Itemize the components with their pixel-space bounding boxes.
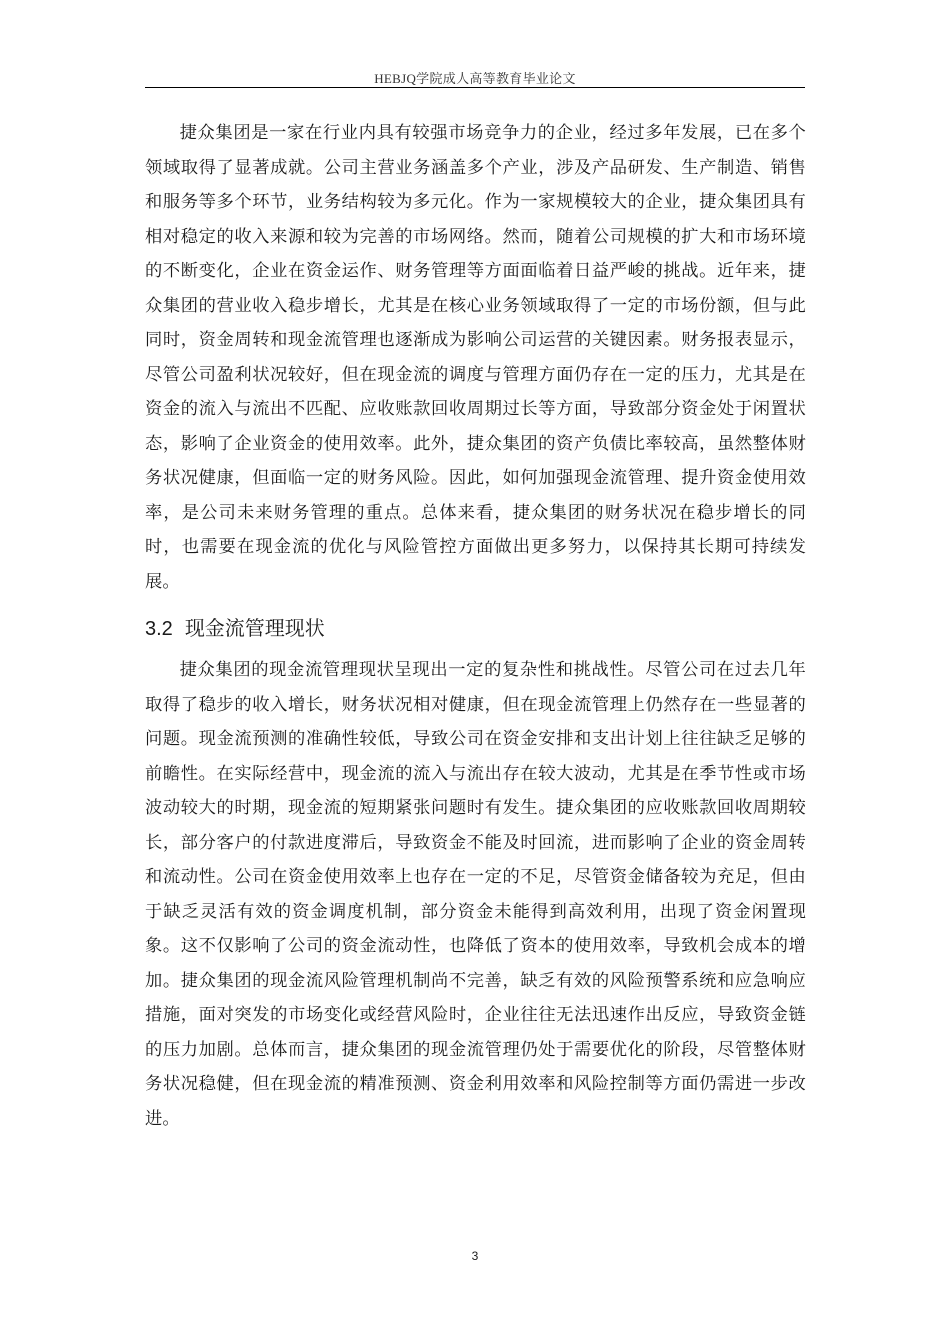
page-body: [145, 116, 806, 1136]
header-divider: [145, 87, 805, 88]
page-number: 3: [471, 1249, 479, 1263]
intro-paragraph: 捷众集团是一家在行业内具有较强市场竞争力的企业，经过多年发展，已在多个领域取得了显著成就。公司主营业务涵盖多个产业，涉及产品研发、生产制造、销售和服务等多个环节，业务结构较为多元化。作为一家规模较大的企业，捷众集团具有相对稳定的收入来源和较为完善的市场网络。然而，随着公司规模的扩大和市场环境的不断变化，企业在资金运作、财务管理等方面面临着日益严峻的挑战。近年来，捷众集团的营业收入稳步增长，尤其是在核心业务领域取得了一定的市场份额，但与此同时，资金周转和现金流管理也逐渐成为影响公司运营的关键因素。财务报表显示，尽管公司盈利状况较好，但在现金流的调度与管理方面仍存在一定的压力，尤其是在资金的流入与流出不匹配、应收账款回收周期过长等方面，导致部分资金处于闲置状态，影响了企业资金的使用效率。此外，捷众集团的资产负债比率较高，虽然整体财务状况健康，但面临一定的财务风险。因此，如何加强现金流管理、提升资金使用效率，是公司未来财务管理的重点。总体来看，捷众集团的财务状况在稳步增长的同时，也需要在现金流的优化与风险管控方面做出更多努力，以保持其长期可持续发展。: [145, 123, 806, 592]
section-number: 3.2: [145, 618, 173, 640]
section-title: 现金流管理现状: [184, 616, 325, 640]
section-paragraph: 捷众集团的现金流管理现状呈现出一定的复杂性和挑战性。尽管公司在过去几年取得了稳步的收入增长，财务状况相对健康，但在现金流管理上仍然存在一些显著的问题。现金流预测的准确性较低，导致公司在资金安排和支出计划上往往缺乏足够的前瞻性。在实际经营中，现金流的流入与流出存在较大波动，尤其是在季节性或市场波动较大的时期，现金流的短期紧张问题时有发生。捷众集团的应收账款回收周期较长，部分客户的付款进度滞后，导致资金不能及时回流，进而影响了企业的资金周转和流动性。公司在资金使用效率上也存在一定的不足，尽管资金储备较为充足，但由于缺乏灵活有效的资金调度机制，部分资金未能得到高效利用，出现了资金闲置现象。这不仅影响了公司的资金流动性，也降低了资本的使用效率，导致机会成本的增加。捷众集团的现金流风险管理机制尚不完善，缺乏有效的风险预警系统和应急响应措施，面对突发的市场变化或经营风险时，企业往往无法迅速作出反应，导致资金链的压力加剧。总体而言，捷众集团的现金流管理仍处于需要优化的阶段，尽管整体财务状况稳健，但在现金流的精准预测、资金利用效率和风险控制等方面仍需进一步改进。: [145, 660, 806, 1129]
section-heading: [145, 613, 806, 644]
page-header: HEBJQ学院成人高等教育毕业论文: [374, 71, 576, 86]
